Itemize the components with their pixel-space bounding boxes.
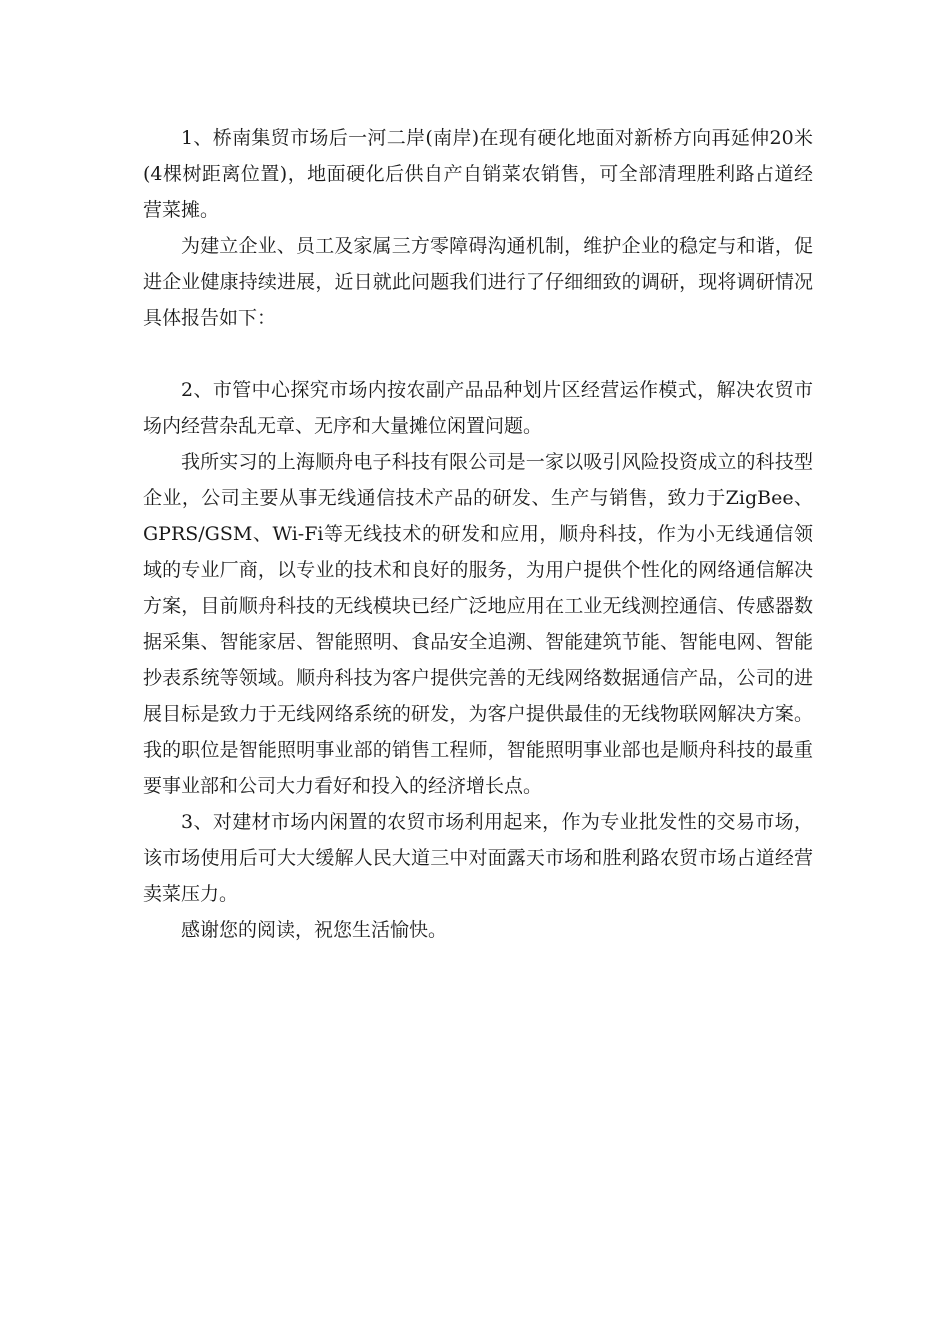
paragraph-internship-company: 我所实习的上海顺舟电子科技有限公司是一家以吸引风险投资成立的科技型企业，公司主要从事无线通信技术产品的研发、生产与销售，致力于ZigBee、GPRS/GSM、Wi-Fi等无线技术的研发和应用，顺舟科技，作为小无线通信领域的专业厂商，以专业的技术和良好的服务，为用户提供个性化的网络通信解决方案，目前顺舟科技的无线模块已经广泛地应用在工业无线测控通信、传感器数据采集、智能家居、智能照明、食品安全追溯、智能建筑节能、智能电网、智能抄表系统等领域。顺舟科技为客户提供完善的无线网络数据通信产品，公司的进展目标是致力于无线网络系统的研发，为客户提供最佳的无线物联网解决方案。我的职位是智能照明事业部的销售工程师，智能照明事业部也是顺舟科技的最重要事业部和公司大力看好和投入的经济增长点。 <box>143 451 813 797</box>
paragraph-market-extension: 1、桥南集贸市场后一河二岸(南岸)在现有硬化地面对新桥方向再延伸20米(4棵树距离位置)，地面硬化后供自产自销菜农销售，可全部清理胜利路占道经营菜摊。 <box>143 127 813 221</box>
paragraph-closing: 感谢您的阅读，祝您生活愉快。 <box>181 919 448 941</box>
paragraph-idle-market-reuse: 3、对建材市场内闲置的农贸市场利用起来，作为专业批发性的交易市场，该市场使用后可大大缓解人民大道三中对面露天市场和胜利路农贸市场占道经营卖菜压力。 <box>143 811 813 905</box>
document-body <box>143 120 813 948</box>
paragraph-research-intro: 为建立企业、员工及家属三方零障碍沟通机制，维护企业的稳定与和谐，促进企业健康持续进展，近日就此问题我们进行了仔细细致的调研，现将调研情况具体报告如下： <box>143 235 813 329</box>
paragraph-zoning-model: 2、市管中心探究市场内按农副产品品种划片区经营运作模式，解决农贸市场内经营杂乱无章、无序和大量摊位闲置问题。 <box>143 379 813 437</box>
blank-line <box>143 336 813 372</box>
